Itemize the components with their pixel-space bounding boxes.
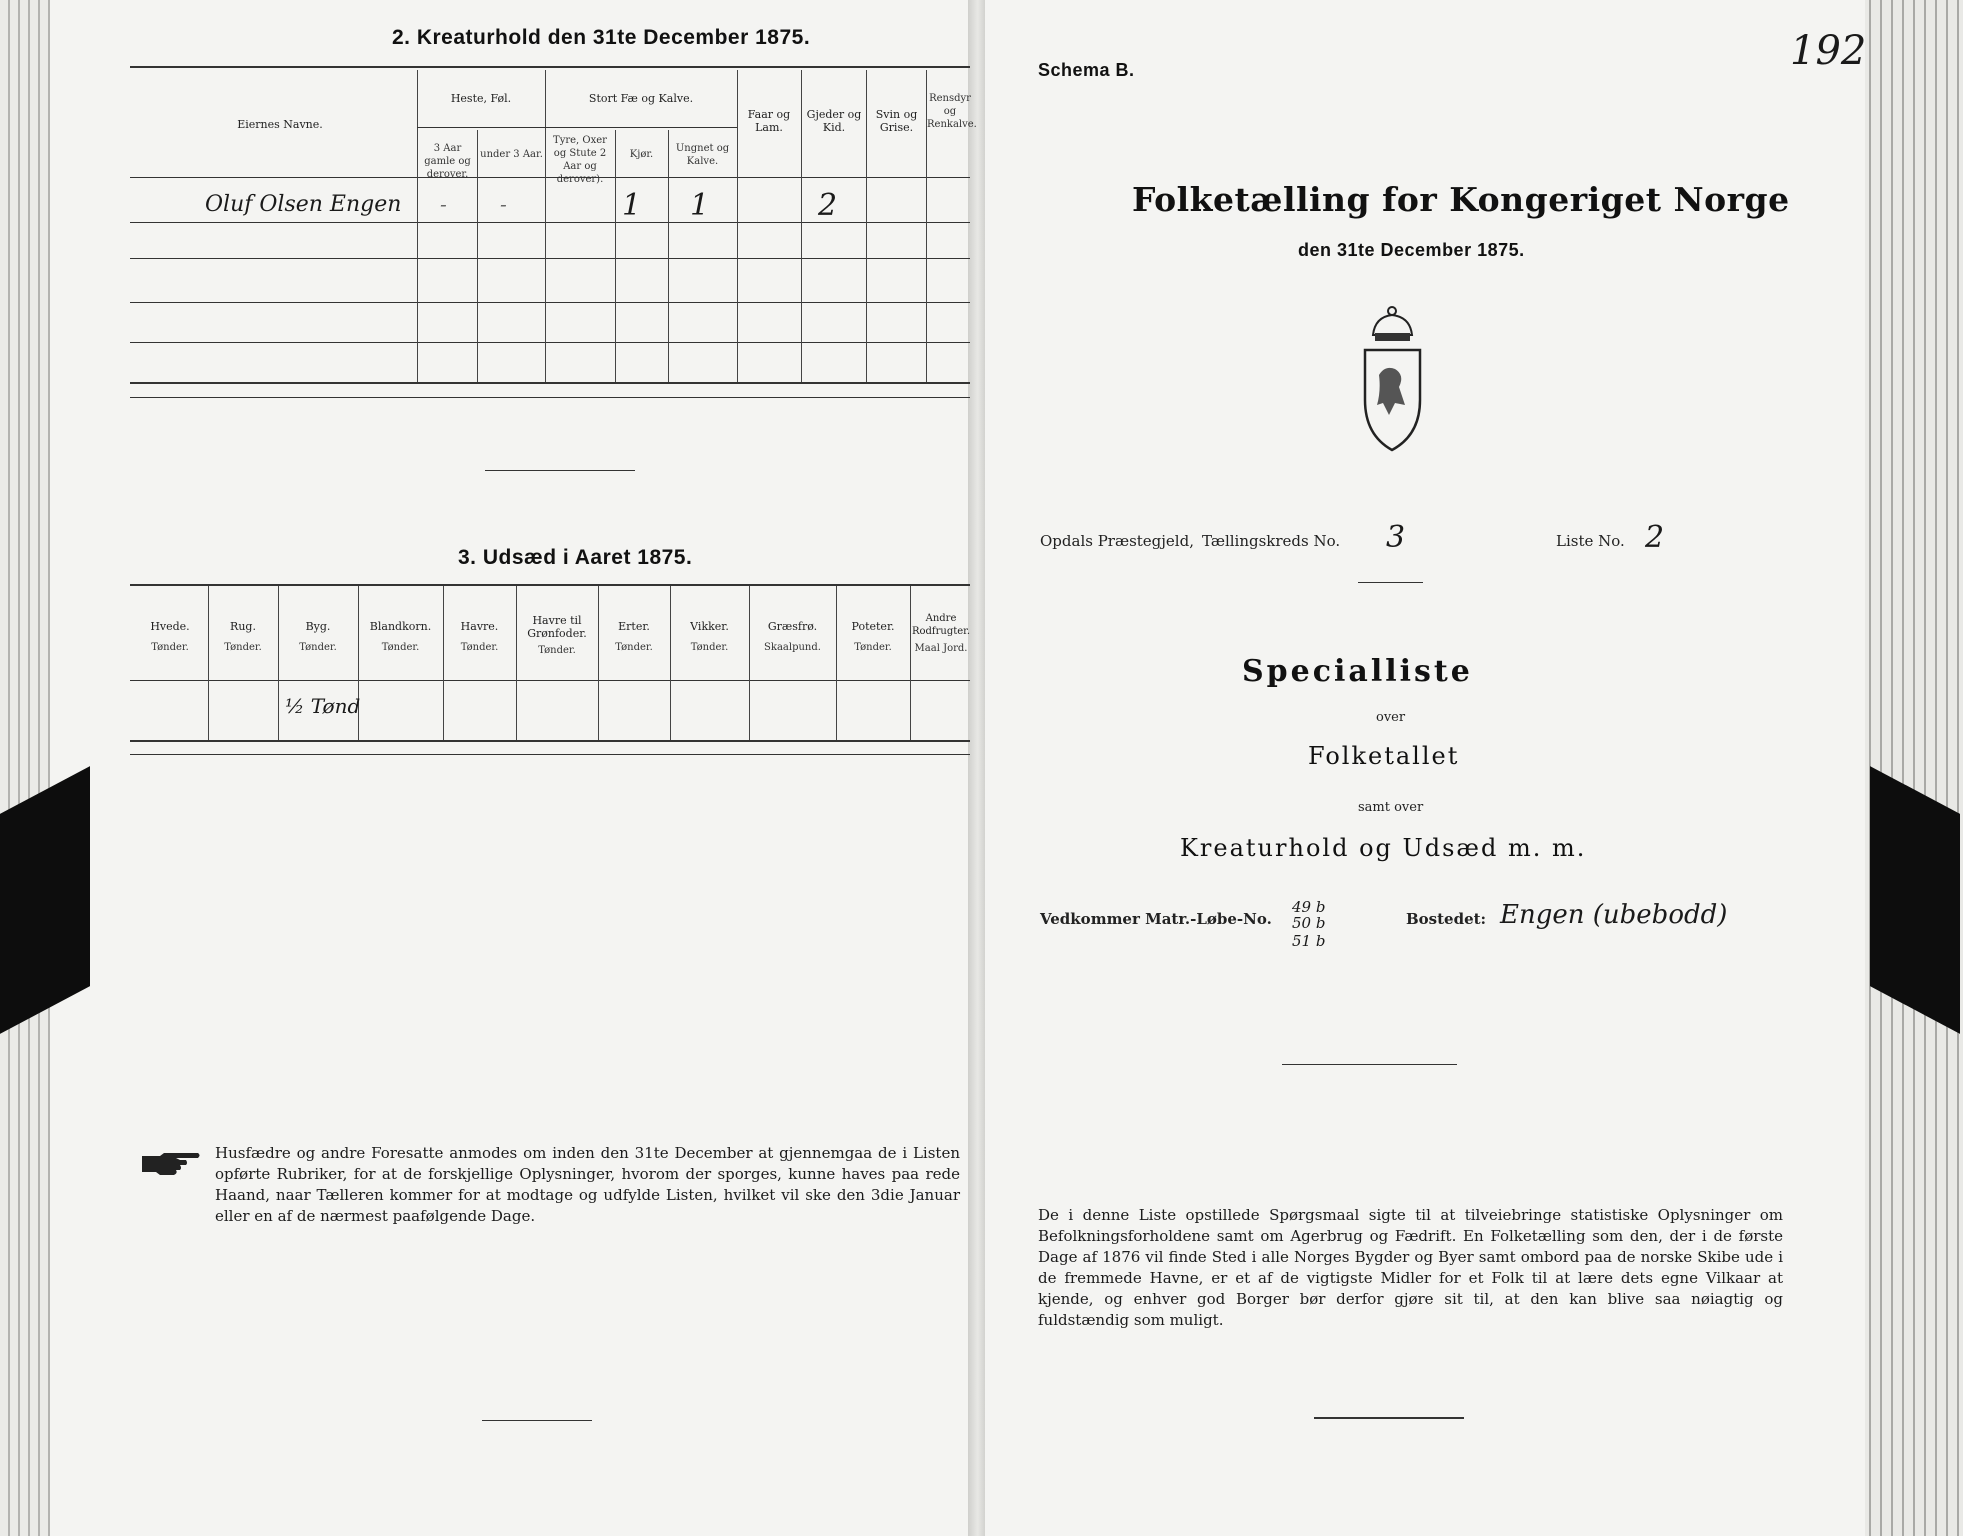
matr-number: 49 b: [1292, 898, 1326, 916]
crop-header: Poteter. Tønder.: [851, 620, 895, 653]
table3-col-divider: [598, 586, 599, 740]
table3-col-divider: [670, 586, 671, 740]
section-divider: [485, 470, 635, 471]
bottom-divider: [482, 1420, 592, 1421]
table3-header-rule: [130, 680, 970, 681]
header-stort-b: Kjør.: [629, 149, 654, 160]
right-divider: [1358, 582, 1423, 583]
crop-header: Græsfrø. Skaalpund.: [764, 620, 821, 653]
header-owner: Eiernes Navne.: [237, 118, 323, 131]
value-gjeder: 2: [818, 188, 838, 223]
bosted-label: Bostedet:: [1406, 910, 1487, 928]
kreaturhold-text: Kreaturhold og Udsæd m. m.: [1180, 834, 1587, 862]
census-body-text: De i denne Liste opstillede Spørgsmaal sigte til at tilveiebringe statistiske Oplysninger om Befolkningsforholdene samt om Agerbrug og Fædrift. En Folketælling som den, der i de første Dage af 1876 vil finde Sted i alle Norges Bygder og Byer samt ombord paa de norske Skibe ude i de fremmede Havne, er et af de vigtigste Midler for et Folk til at lære dets egne Vilkaar at kjende, og enhver god Borger bør derfor gjøre sit til, at den kan blive saa nøiagtig og fuldstændig som muligt.: [1038, 1206, 1783, 1329]
table3-col-divider: [208, 586, 209, 740]
list-number: 2: [1645, 520, 1665, 555]
table2-row-rule: [130, 222, 970, 223]
pointing-hand-icon: [140, 1150, 202, 1178]
header-stort-fae: Stort Fæ og Kalve.: [588, 92, 694, 105]
table2-col-divider: [477, 130, 478, 382]
matr-number: 51 b: [1292, 932, 1326, 950]
list-label: Liste No.: [1556, 532, 1625, 550]
header-heste-b: under 3 Aar.: [480, 149, 543, 160]
table2-col-divider: [545, 70, 546, 382]
table3-col-divider: [278, 586, 279, 740]
table2-subheader-rule: [417, 127, 737, 128]
table2-row-rule: [130, 302, 970, 303]
notice-text: Husfædre og andre Foresatte anmodes om inden den 31te December at gjennemgaa de i Listen opførte Rubriker, for at de forskjellige Oplysninger, hvorom der sporges, kunne haves paa rede Haand, naar Tælleren kommer for at modtage og udfylde Listen, hvilket vil ske den 3die Januar eller en af de nærmest paafølgende Dage.: [215, 1144, 960, 1225]
matr-label: Vedkommer Matr.-Løbe-No.: [1040, 910, 1272, 928]
table3-col-divider: [516, 586, 517, 740]
census-title: Folketælling for Kongeriget Norge: [1132, 180, 1790, 219]
value-ungnet: 1: [690, 188, 710, 223]
crop-header: Blandkorn. Tønder.: [369, 620, 432, 653]
table2-col-divider: [615, 130, 616, 382]
right-bottom-divider: [1314, 1417, 1464, 1419]
table2-row-rule: [130, 258, 970, 259]
table3-col-divider: [836, 586, 837, 740]
owner-name: Oluf Olsen Engen: [205, 192, 402, 217]
table2-col-divider: [801, 70, 802, 382]
table3-col-divider: [910, 586, 911, 740]
table3-col-divider: [443, 586, 444, 740]
header-faar: Faar og Lam.: [747, 108, 791, 134]
crop-header: Hvede. Tønder.: [150, 620, 190, 653]
census-date: den 31te December 1875.: [1298, 240, 1525, 260]
table2-col-divider: [866, 70, 867, 382]
district-number: 3: [1386, 520, 1406, 555]
specialliste-title: Specialliste: [1242, 654, 1473, 689]
table2-col-divider: [417, 70, 418, 382]
crop-header: Byg. Tønder.: [299, 620, 337, 653]
samt-over-text: samt over: [1358, 800, 1424, 815]
parish-label: Opdals Præstegjeld,: [1040, 532, 1194, 550]
header-svin: Svin og Grise.: [875, 108, 918, 134]
crop-header: Erter. Tønder.: [615, 620, 653, 653]
table2-row-rule: [130, 342, 970, 343]
section2-title: 2. Kreaturhold den 31te December 1875.: [392, 26, 811, 49]
value-heste-a: -: [440, 192, 447, 216]
right-divider: [1282, 1064, 1457, 1065]
header-rensdyr: Rensdyr og Renkalve.: [927, 93, 977, 130]
crop-header: Havre til Grønfoder. Tønder.: [527, 614, 587, 656]
crop-header: Havre. Tønder.: [460, 620, 499, 653]
matr-number: 50 b: [1292, 914, 1326, 932]
left-page: [50, 0, 975, 1536]
norway-coat-of-arms-icon: [1355, 305, 1430, 455]
bosted-value: Engen (ubebodd): [1500, 900, 1728, 930]
value-heste-b: -: [500, 192, 507, 216]
over-text: over: [1376, 710, 1406, 725]
district-label: Tællingskreds No.: [1202, 532, 1341, 550]
crop-header: Rug. Tønder.: [224, 620, 262, 653]
section3-title: 3. Udsæd i Aaret 1875.: [458, 546, 693, 569]
header-heste: Heste, Føl.: [450, 92, 512, 105]
table3-col-divider: [749, 586, 750, 740]
folketallet-text: Folketallet: [1308, 742, 1460, 770]
table2-bottom-rule: [130, 397, 970, 398]
header-gjeder: Gjeder og Kid.: [806, 108, 862, 134]
binder-clip-right: [1870, 766, 1960, 1034]
crop-header: Vikker. Tønder.: [690, 620, 729, 653]
header-stort-c: Ungnet og Kalve.: [675, 143, 730, 167]
header-stort-a: Tyre, Oxer og Stute 2 Aar og derover).: [553, 135, 607, 185]
table3-bottom-rule: [130, 754, 970, 755]
page-number: 192: [1790, 28, 1867, 74]
header-heste-a: 3 Aar gamle og derover.: [424, 143, 471, 180]
crop-header: Andre Rodfrugter. Maal Jord.: [911, 613, 971, 654]
schema-label: Schema B.: [1038, 60, 1135, 80]
table3-bottom-rule: [130, 740, 970, 742]
table2-bottom-rule: [130, 382, 970, 384]
left-page-edge: [0, 0, 55, 1536]
value-kjor: 1: [622, 188, 642, 223]
table2-col-divider: [737, 70, 738, 382]
value-byg: ½ Tønd: [285, 694, 361, 718]
table2-top-rule: [130, 66, 970, 68]
table3-top-rule: [130, 584, 970, 586]
